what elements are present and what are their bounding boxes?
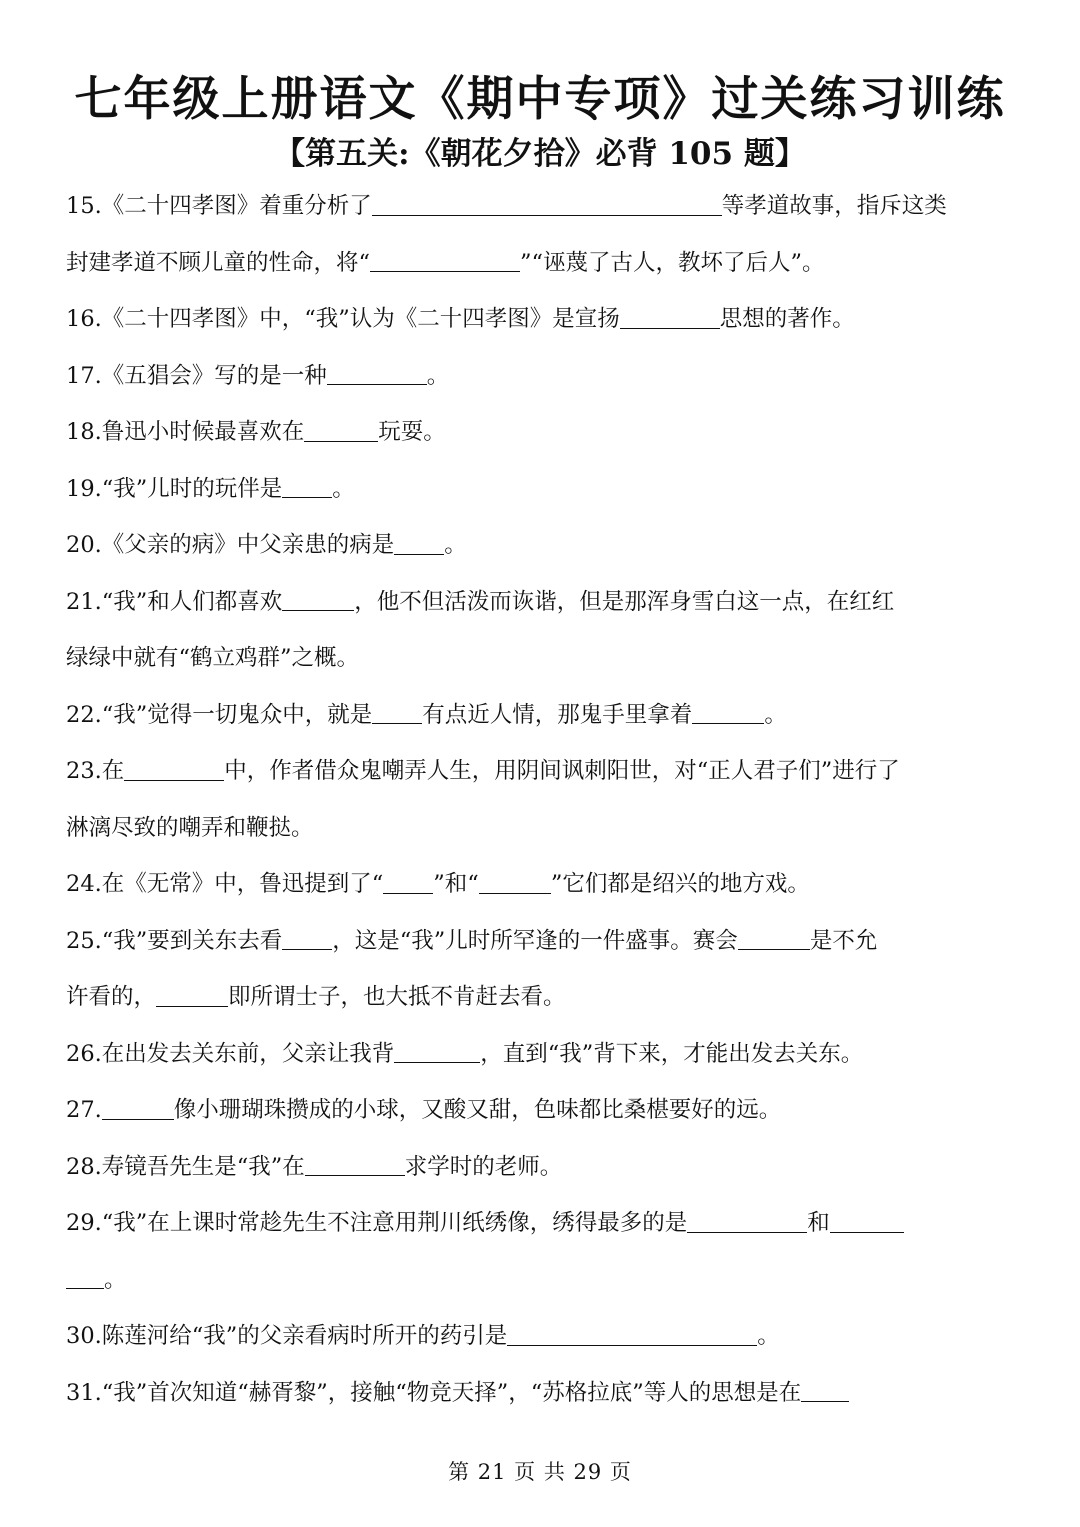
question-21: 21.“我”和人们都喜欢 ，他不但活泼而诙谐，但是那浑身雪白这一点，在红红: [66, 588, 895, 615]
answer-blank[interactable]: [620, 305, 720, 329]
question-22: 22.“我”觉得一切鬼众中，就是 有点近人情，那鬼手里拿着 。: [66, 701, 787, 728]
question-27: 27. 像小珊瑚珠攒成的小球，又酸又甜，色味都比桑椹要好的远。: [66, 1097, 782, 1123]
answer-blank[interactable]: [687, 1209, 807, 1233]
question-16: 16.《二十四孝图》中，“我”认为《二十四孝图》是宣扬 思想的著作。: [66, 306, 855, 332]
answer-blank[interactable]: [692, 701, 764, 725]
question-20: 20.《父亲的病》中父亲患的病是 。: [66, 532, 467, 558]
page-subtitle: 【第五关:《朝花夕拾》必背 105 题】: [274, 136, 806, 172]
question-25-line-2: 许看的， 即所谓士子，也大抵不肯赶去看。: [66, 984, 566, 1010]
answer-blank[interactable]: [124, 757, 224, 781]
answer-blank[interactable]: [327, 362, 427, 386]
question-23: 23.在 中，作者借众鬼嘲弄人生，用阴间讽刺阳世，对“正人君子们”进行了: [66, 758, 900, 784]
question-21-line-2: 绿绿中就有“鹤立鸡群”之概。: [66, 645, 360, 671]
answer-blank[interactable]: [156, 983, 228, 1007]
answer-blank[interactable]: [305, 1153, 405, 1177]
page-number: 第 21 页 共 29 页: [448, 1460, 632, 1484]
question-25: 25.“我”要到关东去看 ，这是“我”儿时所罕逢的一件盛事。赛会 是不允: [66, 927, 878, 954]
answer-blank[interactable]: [304, 418, 378, 442]
question-26: 26.在出发去关东前，父亲让我背 ，直到“我”背下来，才能出发去关东。: [66, 1040, 864, 1067]
question-24: 24.在《无常》中，鲁迅提到了“ ”和“ ”它们都是绍兴的地方戏。: [66, 871, 810, 897]
question-30: 30.陈莲河给“我”的父亲看病时所开的药引是 。: [66, 1323, 780, 1349]
question-29: 29.“我”在上课时常趁先生不注意用荆川纸绣像，绣得最多的是 和: [66, 1195, 1018, 1252]
answer-blank[interactable]: [738, 927, 810, 951]
question-31: 31.“我”首次知道“赫胥黎”，接触“物竞天择”，“苏格拉底”等人的思想是在: [66, 1365, 1018, 1422]
answer-blank[interactable]: [282, 927, 332, 951]
question-18: 18.鲁迅小时候最喜欢在 玩耍。: [66, 419, 446, 445]
answer-blank[interactable]: [830, 1209, 904, 1233]
question-17: 17.《五猖会》写的是一种 。: [66, 362, 450, 389]
answer-blank[interactable]: [383, 870, 433, 894]
answer-blank[interactable]: [507, 1322, 757, 1346]
answer-blank[interactable]: [102, 1096, 174, 1120]
answer-blank[interactable]: [370, 249, 520, 273]
answer-blank[interactable]: [394, 1040, 480, 1064]
question-29-line-2: 。: [66, 1252, 1018, 1309]
answer-blank[interactable]: [801, 1379, 849, 1403]
question-28: 28.寿镜吾先生是“我”在 求学时的老师。: [66, 1153, 563, 1180]
answer-blank[interactable]: [66, 1266, 104, 1290]
answer-blank[interactable]: [282, 475, 332, 499]
question-23-line-2: 淋漓尽致的嘲弄和鞭挞。: [66, 814, 314, 841]
answer-blank[interactable]: [479, 870, 551, 894]
answer-blank[interactable]: [394, 531, 444, 555]
question-list: [66, 178, 1018, 1421]
question-15-line-2: 封建孝道不顾儿童的性命，将“ ”“诬蔑了古人，教坏了后人”。: [66, 249, 825, 276]
answer-blank[interactable]: [372, 192, 722, 216]
answer-blank[interactable]: [372, 701, 422, 725]
question-15: 15.《二十四孝图》着重分析了 等孝道故事，指斥这类: [66, 193, 947, 219]
answer-blank[interactable]: [282, 588, 354, 612]
question-19: 19.“我”儿时的玩伴是 。: [66, 475, 355, 502]
page-title: 七年级上册语文《期中专项》过关练习训练: [74, 72, 1006, 127]
